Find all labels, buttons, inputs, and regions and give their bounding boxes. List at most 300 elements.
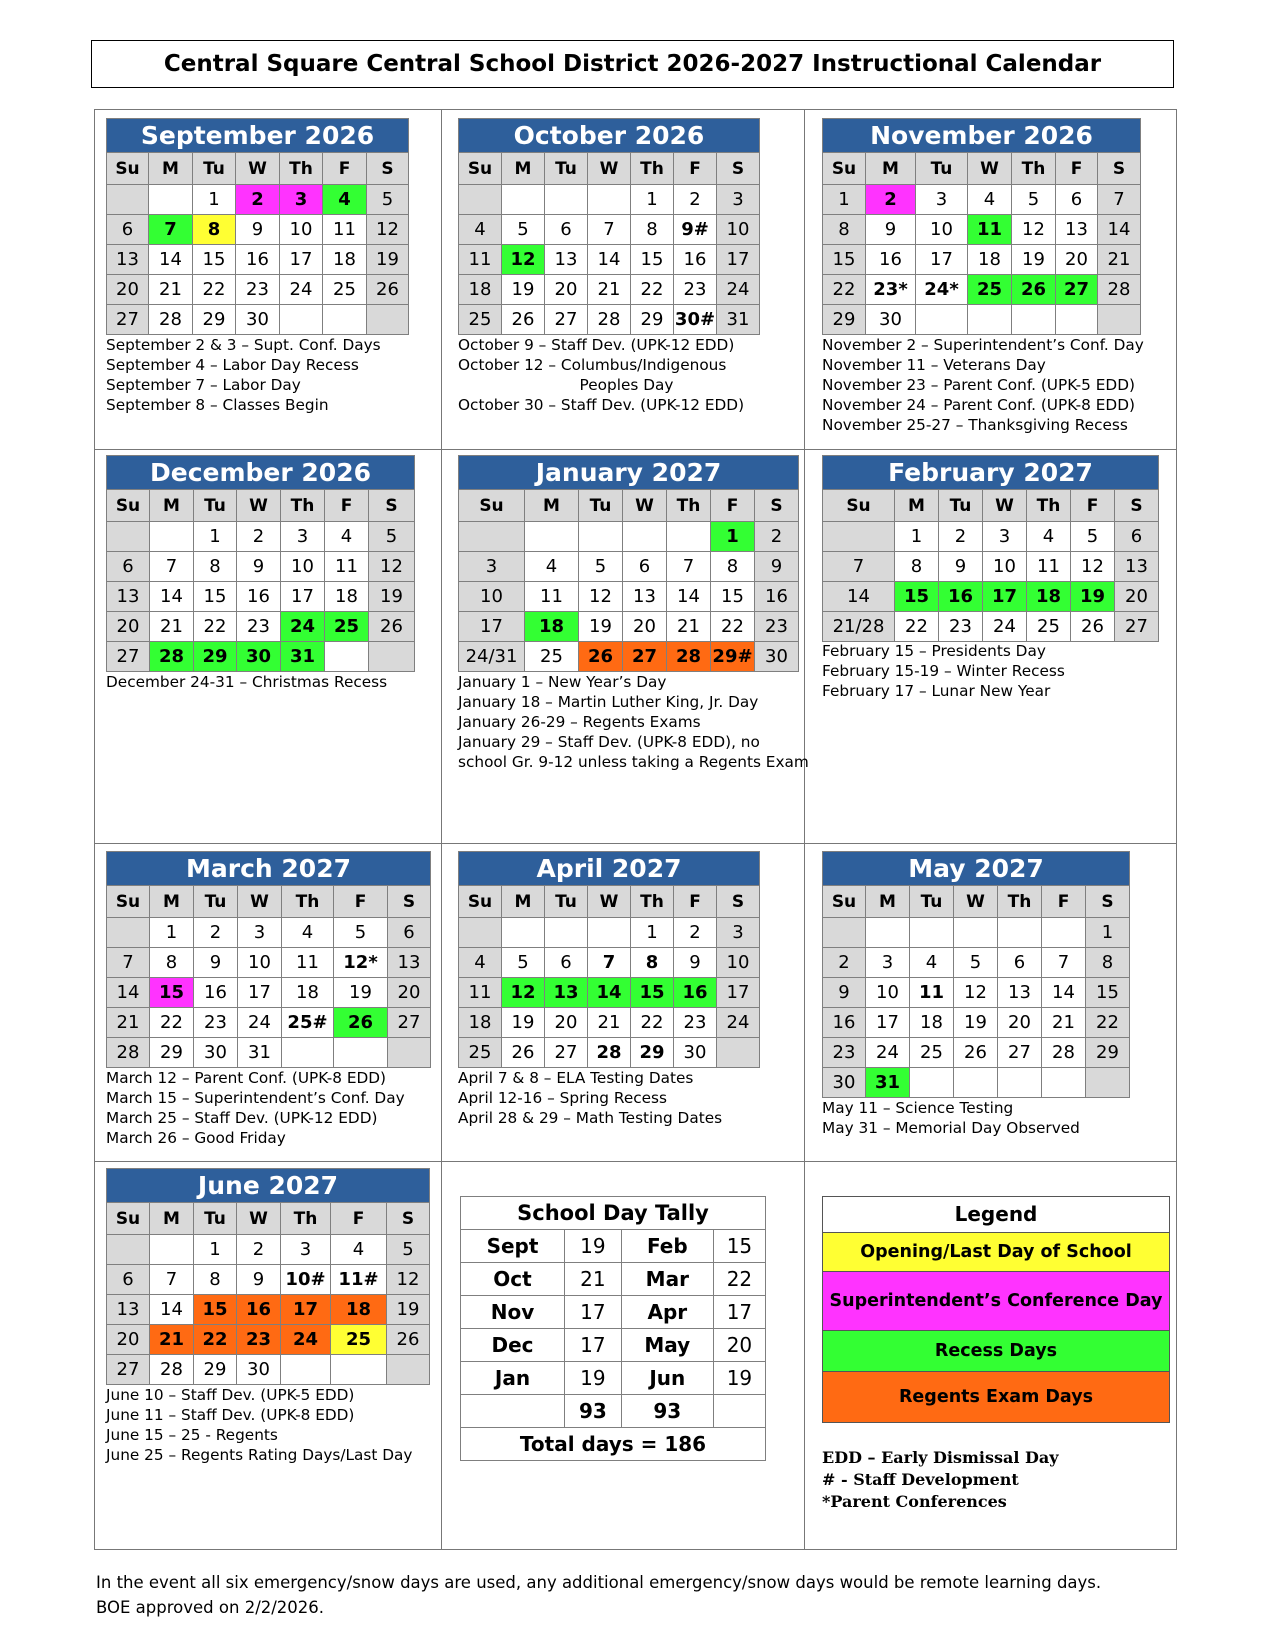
weekday-header: Th — [667, 490, 711, 522]
weekday-header: M — [150, 490, 194, 522]
tally-days: 19 — [713, 1362, 765, 1395]
day-cell: 18 — [325, 582, 369, 612]
day-cell: 26 — [502, 1038, 545, 1068]
day-cell — [1042, 1068, 1086, 1098]
day-cell: 17 — [983, 582, 1027, 612]
day-cell: 27 — [1115, 612, 1159, 642]
day-cell: 4 — [323, 185, 367, 215]
tally-total: Total days = 186 — [461, 1428, 766, 1461]
weekday-header: M — [149, 153, 193, 185]
day-cell: 30 — [755, 642, 799, 672]
tally-title: School Day Tally — [461, 1197, 766, 1230]
week-row — [823, 522, 1159, 552]
day-cell: 7 — [149, 215, 193, 245]
weekday-header: W — [954, 886, 998, 918]
day-cell: 16 — [755, 582, 799, 612]
day-cell: 1 — [631, 185, 674, 215]
day-cell: 17 — [459, 612, 525, 642]
tally-row — [461, 1263, 766, 1296]
day-cell: 5 — [334, 918, 388, 948]
page-title: Central Square Central School District 2026-2027 Instructional Calendar — [91, 40, 1174, 88]
day-cell: 14 — [1042, 978, 1086, 1008]
day-cell: 28 — [149, 305, 193, 335]
weekday-header: Th — [631, 886, 674, 918]
day-cell — [502, 918, 545, 948]
footer-line-2: BOE approved on 2/2/2026. — [96, 1598, 325, 1617]
week-row — [459, 185, 760, 215]
tally-month: Feb — [621, 1230, 713, 1263]
legend-item-opening: Opening/Last Day of School — [823, 1233, 1169, 1272]
day-cell — [823, 522, 895, 552]
tally-row — [461, 1296, 766, 1329]
day-cell: 5 — [502, 215, 545, 245]
note-line: school Gr. 9-12 unless taking a Regents Exam — [458, 752, 809, 771]
day-cell: 25# — [282, 1008, 334, 1038]
week-row — [459, 522, 799, 552]
day-cell: 30 — [866, 305, 916, 335]
month-april-2027 — [458, 851, 760, 1068]
day-cell: 26 — [579, 642, 623, 672]
week-row — [459, 612, 799, 642]
day-cell: 7 — [588, 215, 631, 245]
day-cell: 6 — [107, 552, 150, 582]
week-row — [459, 552, 799, 582]
day-cell: 20 — [998, 1008, 1042, 1038]
day-cell: 3 — [280, 185, 323, 215]
day-cell: 1 — [194, 1235, 237, 1265]
weekday-header: Su — [459, 153, 502, 185]
weekday-header: Th — [282, 886, 334, 918]
day-cell: 24 — [717, 1008, 760, 1038]
day-cell: 25 — [459, 1038, 502, 1068]
day-cell: 13 — [1115, 552, 1159, 582]
legend-item-superintendent: Superintendent’s Conference Day — [823, 1272, 1169, 1331]
month-november-2026 — [822, 118, 1141, 335]
weekday-header: W — [968, 153, 1012, 185]
day-cell: 25 — [968, 275, 1012, 305]
day-cell: 8 — [194, 552, 237, 582]
day-cell: 11 — [525, 582, 579, 612]
week-row — [823, 918, 1130, 948]
weekday-header: Tu — [545, 886, 588, 918]
day-cell: 10 — [983, 552, 1027, 582]
legend-title: Legend — [823, 1197, 1169, 1233]
weekday-header: F — [1042, 886, 1086, 918]
day-cell: 29 — [823, 305, 866, 335]
day-cell: 17 — [280, 245, 323, 275]
weekday-header: F — [325, 490, 369, 522]
weekday-header: Tu — [194, 1203, 237, 1235]
day-cell: 18 — [459, 275, 502, 305]
day-cell — [588, 918, 631, 948]
tally-days: 17 — [565, 1296, 622, 1329]
day-cell: 24 — [281, 612, 325, 642]
weekday-header: S — [1115, 490, 1159, 522]
day-cell: 16 — [236, 245, 280, 275]
day-cell: 27 — [1056, 275, 1098, 305]
week-row — [107, 1038, 431, 1068]
month-grid — [106, 851, 431, 1068]
day-cell — [1056, 305, 1098, 335]
day-cell: 27 — [107, 305, 149, 335]
month-notes — [458, 672, 809, 772]
weekday-header: M — [502, 153, 545, 185]
week-row — [107, 245, 409, 275]
day-cell — [149, 185, 193, 215]
month-notes — [822, 641, 1065, 701]
day-cell: 29# — [711, 642, 755, 672]
weekday-header: Tu — [910, 886, 954, 918]
day-cell: 3 — [717, 918, 760, 948]
note-line: March 12 – Parent Conf. (UPK-8 EDD) — [106, 1068, 387, 1087]
note-line: April 28 & 29 – Math Testing Dates — [458, 1108, 723, 1127]
week-row — [107, 1265, 430, 1295]
day-cell: 3 — [459, 552, 525, 582]
day-cell: 2 — [674, 918, 717, 948]
day-cell: 18 — [331, 1295, 387, 1325]
note-line: January 18 – Martin Luther King, Jr. Day — [458, 692, 759, 711]
day-cell: 5 — [579, 552, 623, 582]
week-row — [823, 1008, 1130, 1038]
day-cell: 13 — [998, 978, 1042, 1008]
day-cell: 28 — [667, 642, 711, 672]
day-cell — [387, 1355, 430, 1385]
day-cell: 28 — [150, 642, 194, 672]
day-cell: 23 — [237, 612, 281, 642]
note-line: February 15-19 – Winter Recess — [822, 662, 1065, 680]
week-row — [459, 305, 760, 335]
month-title: December 2026 — [107, 456, 415, 490]
day-cell: 4 — [910, 948, 954, 978]
day-cell: 12 — [1071, 552, 1115, 582]
month-title: October 2026 — [459, 119, 760, 153]
day-cell: 17 — [717, 245, 760, 275]
tally-month: Mar — [621, 1263, 713, 1296]
day-cell: 15 — [194, 1295, 237, 1325]
day-cell: 12 — [954, 978, 998, 1008]
day-cell: 17 — [281, 582, 325, 612]
note-line: November 25-27 – Thanksgiving Recess — [822, 415, 1128, 434]
month-grid — [458, 118, 760, 335]
day-cell: 6 — [545, 215, 588, 245]
footer-note — [96, 1570, 1101, 1620]
day-cell — [459, 185, 502, 215]
day-cell: 13 — [107, 1295, 150, 1325]
weekday-header: Su — [459, 886, 502, 918]
month-notes — [106, 1385, 412, 1465]
day-cell: 14 — [107, 978, 150, 1008]
week-row — [459, 978, 760, 1008]
day-cell: 2 — [237, 522, 281, 552]
note-line: September 8 – Classes Begin — [106, 395, 329, 414]
day-cell: 16 — [823, 1008, 866, 1038]
day-cell: 15 — [194, 582, 237, 612]
month-title: February 2027 — [823, 456, 1159, 490]
day-cell: 22 — [631, 275, 674, 305]
note-line: May 31 – Memorial Day Observed — [822, 1119, 1080, 1137]
week-row — [459, 1038, 760, 1068]
note-line: May 11 – Science Testing — [822, 1099, 1014, 1117]
tally-days: 19 — [565, 1362, 622, 1395]
month-march-2027 — [106, 851, 431, 1068]
day-cell: 29 — [194, 1355, 237, 1385]
day-cell: 23 — [236, 275, 280, 305]
day-cell: 11 — [459, 978, 502, 1008]
day-cell: 27 — [107, 642, 150, 672]
day-cell: 2 — [674, 185, 717, 215]
day-cell: 8 — [150, 948, 194, 978]
day-cell: 11 — [1027, 552, 1071, 582]
month-june-2027 — [106, 1168, 430, 1385]
weekday-header: Su — [823, 886, 866, 918]
day-cell: 4 — [1027, 522, 1071, 552]
weekday-header: Th — [281, 1203, 331, 1235]
day-cell: 9 — [755, 552, 799, 582]
day-cell: 17 — [916, 245, 968, 275]
day-cell — [1012, 305, 1056, 335]
day-cell: 2 — [194, 918, 238, 948]
day-cell: 2 — [939, 522, 983, 552]
day-cell: 26 — [1012, 275, 1056, 305]
weekday-header: Th — [1012, 153, 1056, 185]
day-cell — [588, 185, 631, 215]
week-row — [823, 612, 1159, 642]
day-cell: 18 — [525, 612, 579, 642]
day-cell: 15 — [193, 245, 236, 275]
day-cell — [667, 522, 711, 552]
grid-divider — [94, 449, 1177, 450]
day-cell — [369, 642, 415, 672]
day-cell — [323, 305, 367, 335]
day-cell: 30 — [674, 1038, 717, 1068]
tally-row — [461, 1230, 766, 1263]
day-cell: 4 — [459, 215, 502, 245]
day-cell: 7 — [588, 948, 631, 978]
day-cell: 22 — [895, 612, 939, 642]
day-cell: 25 — [910, 1038, 954, 1068]
month-may-2027 — [822, 851, 1130, 1098]
day-cell: 18 — [1027, 582, 1071, 612]
day-cell: 26 — [502, 305, 545, 335]
day-cell: 4 — [282, 918, 334, 948]
day-cell: 8 — [631, 215, 674, 245]
day-cell — [107, 522, 150, 552]
weekday-header: W — [588, 153, 631, 185]
footer-line-1: In the event all six emergency/snow days are used, any additional emergency/snow days would be remote learning days. — [96, 1573, 1102, 1592]
day-cell: 5 — [369, 522, 415, 552]
day-cell: 16 — [674, 245, 717, 275]
day-cell: 12 — [502, 245, 545, 275]
weekday-header: W — [237, 1203, 281, 1235]
tally-month: Jun — [621, 1362, 713, 1395]
day-cell: 9 — [194, 948, 238, 978]
note-line: April 7 & 8 – ELA Testing Dates — [458, 1068, 694, 1087]
note-line: November 23 – Parent Conf. (UPK-5 EDD) — [822, 375, 1135, 394]
week-row — [107, 305, 409, 335]
day-cell: 14 — [823, 582, 895, 612]
month-january-2027 — [458, 455, 799, 672]
week-row — [107, 978, 431, 1008]
day-cell: 29 — [193, 305, 236, 335]
week-row — [107, 1235, 430, 1265]
day-cell: 13 — [545, 245, 588, 275]
tally-subtotal-right: 93 — [621, 1395, 713, 1428]
month-title: June 2027 — [107, 1169, 430, 1203]
month-title: May 2027 — [823, 852, 1130, 886]
day-cell: 18 — [910, 1008, 954, 1038]
day-cell — [325, 642, 369, 672]
weekday-header: S — [1098, 153, 1141, 185]
day-cell: 2 — [237, 1235, 281, 1265]
abbr-parent-conf: *Parent Conferences — [822, 1492, 1007, 1511]
weekday-header: F — [323, 153, 367, 185]
weekday-header: S — [717, 886, 760, 918]
day-cell: 9 — [939, 552, 983, 582]
day-cell: 18 — [323, 245, 367, 275]
day-cell: 10 — [238, 948, 282, 978]
day-cell: 21 — [149, 275, 193, 305]
month-grid — [822, 851, 1130, 1098]
day-cell: 22 — [193, 275, 236, 305]
day-cell: 9 — [237, 1265, 281, 1295]
day-cell: 30# — [674, 305, 717, 335]
day-cell: 7 — [150, 1265, 194, 1295]
day-cell: 9# — [674, 215, 717, 245]
day-cell — [459, 522, 525, 552]
month-grid — [106, 455, 415, 672]
day-cell — [502, 185, 545, 215]
weekday-header: Su — [107, 1203, 150, 1235]
month-october-2026 — [458, 118, 760, 335]
weekday-header: Th — [281, 490, 325, 522]
day-cell: 11 — [910, 978, 954, 1008]
tally-month: Oct — [461, 1263, 565, 1296]
weekday-header: M — [866, 153, 916, 185]
day-cell: 5 — [1012, 185, 1056, 215]
day-cell — [150, 522, 194, 552]
day-cell: 9 — [237, 552, 281, 582]
tally-month: Apr — [621, 1296, 713, 1329]
day-cell: 29 — [1086, 1038, 1130, 1068]
month-grid — [822, 118, 1141, 335]
day-cell: 21 — [150, 612, 194, 642]
day-cell: 1 — [823, 185, 866, 215]
day-cell: 4 — [459, 948, 502, 978]
day-cell: 14 — [667, 582, 711, 612]
day-cell: 20 — [545, 1008, 588, 1038]
day-cell: 30 — [194, 1038, 238, 1068]
day-cell: 5 — [367, 185, 409, 215]
day-cell — [910, 918, 954, 948]
day-cell: 4 — [525, 552, 579, 582]
week-row — [823, 978, 1130, 1008]
abbr-edd: EDD – Early Dismissal Day — [822, 1448, 1059, 1467]
day-cell: 18 — [459, 1008, 502, 1038]
weekday-header: Th — [280, 153, 323, 185]
day-cell: 11# — [331, 1265, 387, 1295]
day-cell: 20 — [545, 275, 588, 305]
day-cell — [107, 918, 150, 948]
weekday-header: W — [983, 490, 1027, 522]
day-cell: 14 — [1098, 215, 1141, 245]
day-cell: 24 — [983, 612, 1027, 642]
day-cell: 6 — [998, 948, 1042, 978]
day-cell: 11 — [325, 552, 369, 582]
week-row — [823, 185, 1141, 215]
week-row — [459, 642, 799, 672]
note-line: February 17 – Lunar New Year — [822, 682, 1051, 700]
week-row — [107, 582, 415, 612]
tally-month: Nov — [461, 1296, 565, 1329]
day-cell: 5 — [1071, 522, 1115, 552]
day-cell: 11 — [968, 215, 1012, 245]
school-day-tally — [460, 1196, 766, 1461]
day-cell: 19 — [387, 1295, 430, 1325]
note-line: September 2 & 3 – Supt. Conf. Days — [106, 335, 381, 354]
day-cell: 17 — [281, 1295, 331, 1325]
day-cell: 19 — [502, 1008, 545, 1038]
weekday-header: S — [367, 153, 409, 185]
day-cell: 26 — [1071, 612, 1115, 642]
day-cell — [107, 1235, 150, 1265]
day-cell: 17 — [866, 1008, 910, 1038]
note-line: Peoples Day — [458, 375, 674, 394]
month-grid — [106, 118, 409, 335]
day-cell: 24 — [238, 1008, 282, 1038]
day-cell: 8 — [193, 215, 236, 245]
day-cell: 13 — [388, 948, 431, 978]
day-cell: 25 — [331, 1325, 387, 1355]
day-cell: 15 — [631, 245, 674, 275]
day-cell: 26 — [367, 275, 409, 305]
day-cell: 3 — [238, 918, 282, 948]
note-line: October 12 – Columbus/Indigenous — [458, 355, 727, 374]
day-cell: 3 — [916, 185, 968, 215]
day-cell: 14 — [588, 245, 631, 275]
day-cell: 9 — [674, 948, 717, 978]
week-row — [107, 612, 415, 642]
tally-row — [461, 1362, 766, 1395]
month-notes — [822, 1098, 1080, 1138]
weekday-header: Th — [631, 153, 674, 185]
week-row — [823, 582, 1159, 612]
day-cell: 15 — [150, 978, 194, 1008]
weekday-header: Th — [1027, 490, 1071, 522]
weekday-header: M — [150, 886, 194, 918]
day-cell: 10 — [866, 978, 910, 1008]
day-cell: 4 — [968, 185, 1012, 215]
weekday-header: M — [502, 886, 545, 918]
weekday-header: M — [150, 1203, 194, 1235]
day-cell: 23 — [755, 612, 799, 642]
weekday-header: W — [588, 886, 631, 918]
day-cell: 8 — [895, 552, 939, 582]
weekday-header: F — [1071, 490, 1115, 522]
day-cell: 7 — [150, 552, 194, 582]
week-row — [107, 275, 409, 305]
day-cell: 5 — [954, 948, 998, 978]
note-line: November 11 – Veterans Day — [822, 355, 1046, 374]
day-cell: 28 — [107, 1038, 150, 1068]
day-cell: 18 — [282, 978, 334, 1008]
day-cell: 28 — [588, 305, 631, 335]
note-line: January 29 – Staff Dev. (UPK-8 EDD), no — [458, 732, 760, 751]
weekday-header: F — [334, 886, 388, 918]
note-line: November 24 – Parent Conf. (UPK-8 EDD) — [822, 395, 1135, 414]
day-cell — [623, 522, 667, 552]
month-title: April 2027 — [459, 852, 760, 886]
day-cell: 3 — [281, 1235, 331, 1265]
